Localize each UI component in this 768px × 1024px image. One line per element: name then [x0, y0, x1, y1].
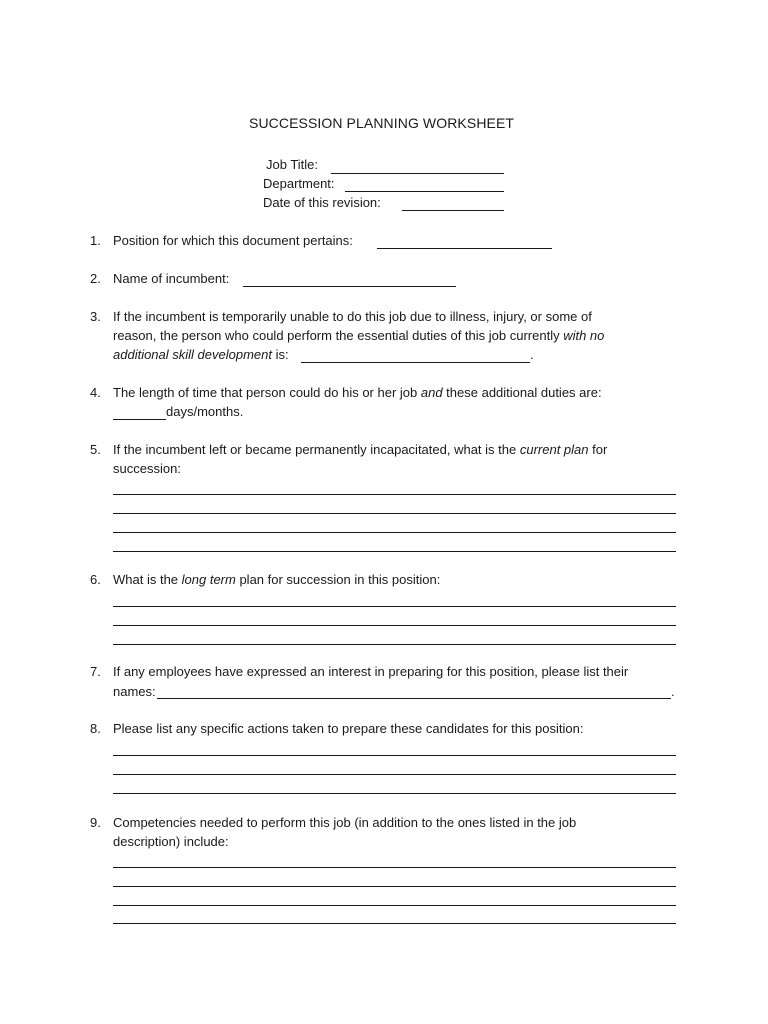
q8-number: 8. [90, 721, 101, 736]
q6-answer-line[interactable] [113, 644, 676, 645]
q3-line3-emphasis: additional skill development [113, 347, 272, 362]
q5-answer-line[interactable] [113, 513, 676, 514]
q7-period: . [671, 684, 675, 699]
q7-answer-field[interactable] [157, 698, 671, 699]
q5-number: 5. [90, 442, 101, 457]
q4-line1-text: The length of time that person could do his or her job [113, 385, 421, 400]
q5-answer-line[interactable] [113, 551, 676, 552]
q4-line1 [113, 383, 602, 402]
q3-answer-field[interactable] [301, 362, 530, 363]
q4-line1-text-end: these additional duties are: [442, 385, 602, 400]
q9-answer-line[interactable] [113, 867, 676, 868]
q3-line2-text: reason, the person who could perform the essential duties of this job currently [113, 328, 564, 343]
q9-answer-line[interactable] [113, 923, 676, 924]
q9-number: 9. [90, 815, 101, 830]
q6-emphasis: long term [181, 572, 236, 587]
q9-answer-line[interactable] [113, 886, 676, 887]
department-label: Department: [263, 176, 335, 191]
q6-text [113, 570, 440, 589]
q3-line3 [113, 345, 289, 364]
q5-answer-line[interactable] [113, 532, 676, 533]
job-title-field[interactable] [331, 173, 504, 174]
q3-period: . [530, 347, 534, 362]
q4-unit: days/months. [166, 404, 244, 419]
q7-line2: names: [113, 684, 156, 699]
q8-text: Please list any specific actions taken to prepare these candidates for this position: [113, 721, 584, 736]
q5-line1 [113, 440, 607, 459]
q5-answer-line[interactable] [113, 494, 676, 495]
q6-text-start: What is the [113, 572, 182, 587]
q5-line2: succession: [113, 461, 181, 476]
q5-line1-text: If the incumbent left or became permanently incapacitated, what is the [113, 442, 520, 457]
q2-text: Name of incumbent: [113, 271, 230, 286]
q3-number: 3. [90, 309, 101, 324]
q4-number: 4. [90, 385, 101, 400]
q1-text: Position for which this document pertains: [113, 233, 353, 248]
q6-text-end: plan for succession in this position: [235, 572, 441, 587]
job-title-label: Job Title: [266, 157, 319, 172]
q7-line1: If any employees have expressed an interest in preparing for this position, please list their [113, 664, 629, 679]
q1-number: 1. [90, 233, 101, 248]
q7-number: 7. [90, 664, 101, 679]
q8-answer-line[interactable] [113, 755, 676, 756]
department-field[interactable] [345, 191, 504, 192]
q4-duration-field[interactable] [113, 419, 166, 420]
q3-line1: If the incumbent is temporarily unable to do this job due to illness, injury, or some of [113, 309, 592, 324]
date-revision-field[interactable] [402, 210, 504, 211]
q8-answer-line[interactable] [113, 793, 676, 794]
date-revision-label: Date of this revision: [263, 195, 381, 210]
q1-answer-field[interactable] [377, 248, 552, 249]
q2-answer-field[interactable] [243, 286, 456, 287]
q6-number: 6. [90, 572, 101, 587]
q6-answer-line[interactable] [113, 625, 676, 626]
q2-number: 2. [90, 271, 101, 286]
q3-line3-text: is: [271, 347, 289, 362]
q6-answer-line[interactable] [113, 606, 676, 607]
q9-line1: Competencies needed to perform this job (in addition to the ones listed in the job [113, 815, 577, 830]
q3-line2 [113, 326, 604, 345]
q8-answer-line[interactable] [113, 774, 676, 775]
q3-line2-emphasis: with no [563, 328, 605, 343]
page-title: SUCCESSION PLANNING WORKSHEET [249, 115, 515, 131]
q9-line2: description) include: [113, 834, 229, 849]
q4-line1-emphasis: and [420, 385, 443, 400]
q9-answer-line[interactable] [113, 905, 676, 906]
q5-line1-emphasis: current plan [519, 442, 589, 457]
q5-line1-text-end: for [588, 442, 608, 457]
